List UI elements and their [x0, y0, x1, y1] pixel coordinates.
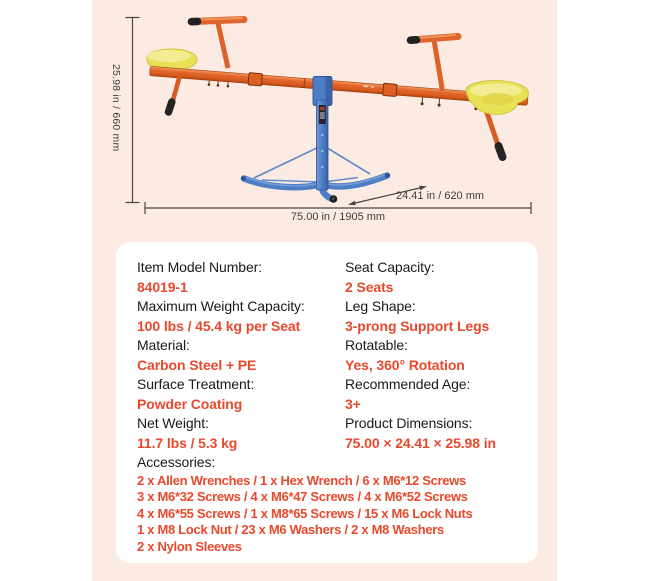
spec-label: Net Weight: [137, 415, 209, 431]
left-support-leg [169, 75, 181, 112]
dimension-length-label: 75.00 in / 1905 mm [290, 211, 386, 223]
spec-value: 75.00 × 24.41 × 25.98 in [345, 434, 496, 451]
spec-item-seat-capacity [345, 258, 524, 297]
spec-item-accessories [137, 453, 524, 555]
spec-card [116, 242, 538, 563]
spec-value: 2 Seats [345, 278, 394, 295]
spec-item-product-dimensions [345, 414, 524, 453]
spec-value: Yes, 360° Rotation [345, 356, 465, 373]
spec-item-net-weight [137, 414, 345, 453]
spec-value: Carbon Steel + PE [137, 356, 257, 373]
right-handlebar [411, 35, 459, 91]
accessories-line: 4 x M6*55 Screws / 1 x M8*65 Screws / 15 x M6 Lock Nuts [137, 505, 473, 521]
spec-item-rotatable [345, 336, 524, 375]
spec-grid [137, 258, 524, 453]
accessories-line: 1 x M8 Lock Nut / 23 x M6 Washers / 2 x M8 Washers [137, 522, 444, 537]
accessories-label: Accessories: [137, 454, 216, 470]
spec-value: 84019-1 [137, 278, 188, 295]
seesaw-illustration [0, 0, 650, 235]
spec-item-material [137, 336, 345, 375]
spec-value: 11.7 lbs / 5.3 kg [137, 434, 238, 451]
spec-label: Product Dimensions: [345, 415, 473, 431]
spec-item-leg-shape [345, 297, 524, 336]
spec-item-surface-treatment [137, 375, 345, 414]
spec-label: Maximum Weight Capacity: [137, 298, 305, 314]
spec-label: Recommended Age: [345, 376, 471, 392]
spec-item-max-weight [137, 297, 345, 336]
spec-label: Rotatable: [345, 337, 408, 353]
spec-label: Item Model Number: [137, 259, 263, 275]
spec-label: Material: [137, 337, 190, 353]
accessories-line: 2 x Allen Wrenches / 1 x Hex Wrench / 6 x M6*12 Screws [137, 472, 466, 488]
spec-value: 3+ [345, 395, 361, 412]
spec-item-recommended-age [345, 375, 524, 414]
dimension-height-label: 25.98 in / 660 mm [110, 64, 122, 152]
pivot-base [241, 77, 390, 203]
dimension-depth-label: 24.41 in / 620 mm [396, 190, 485, 202]
seesaw-drawing [0, 0, 650, 235]
spec-value: Powder Coating [137, 395, 243, 412]
spec-label: Seat Capacity: [345, 259, 435, 275]
spec-label: Surface Treatment: [137, 376, 255, 392]
spec-value: 100 lbs / 45.4 kg per Seat [137, 317, 301, 334]
spec-label: Leg Shape: [345, 298, 416, 314]
accessories-line: 3 x M6*32 Screws / 4 x M6*47 Screws / 4 x M6*52 Screws [137, 489, 468, 504]
spec-item-model-number [137, 258, 345, 297]
accessories-line: 2 x Nylon Sleeves [137, 538, 242, 554]
spec-value: 3-prong Support Legs [345, 317, 490, 334]
left-handlebar [192, 18, 245, 68]
